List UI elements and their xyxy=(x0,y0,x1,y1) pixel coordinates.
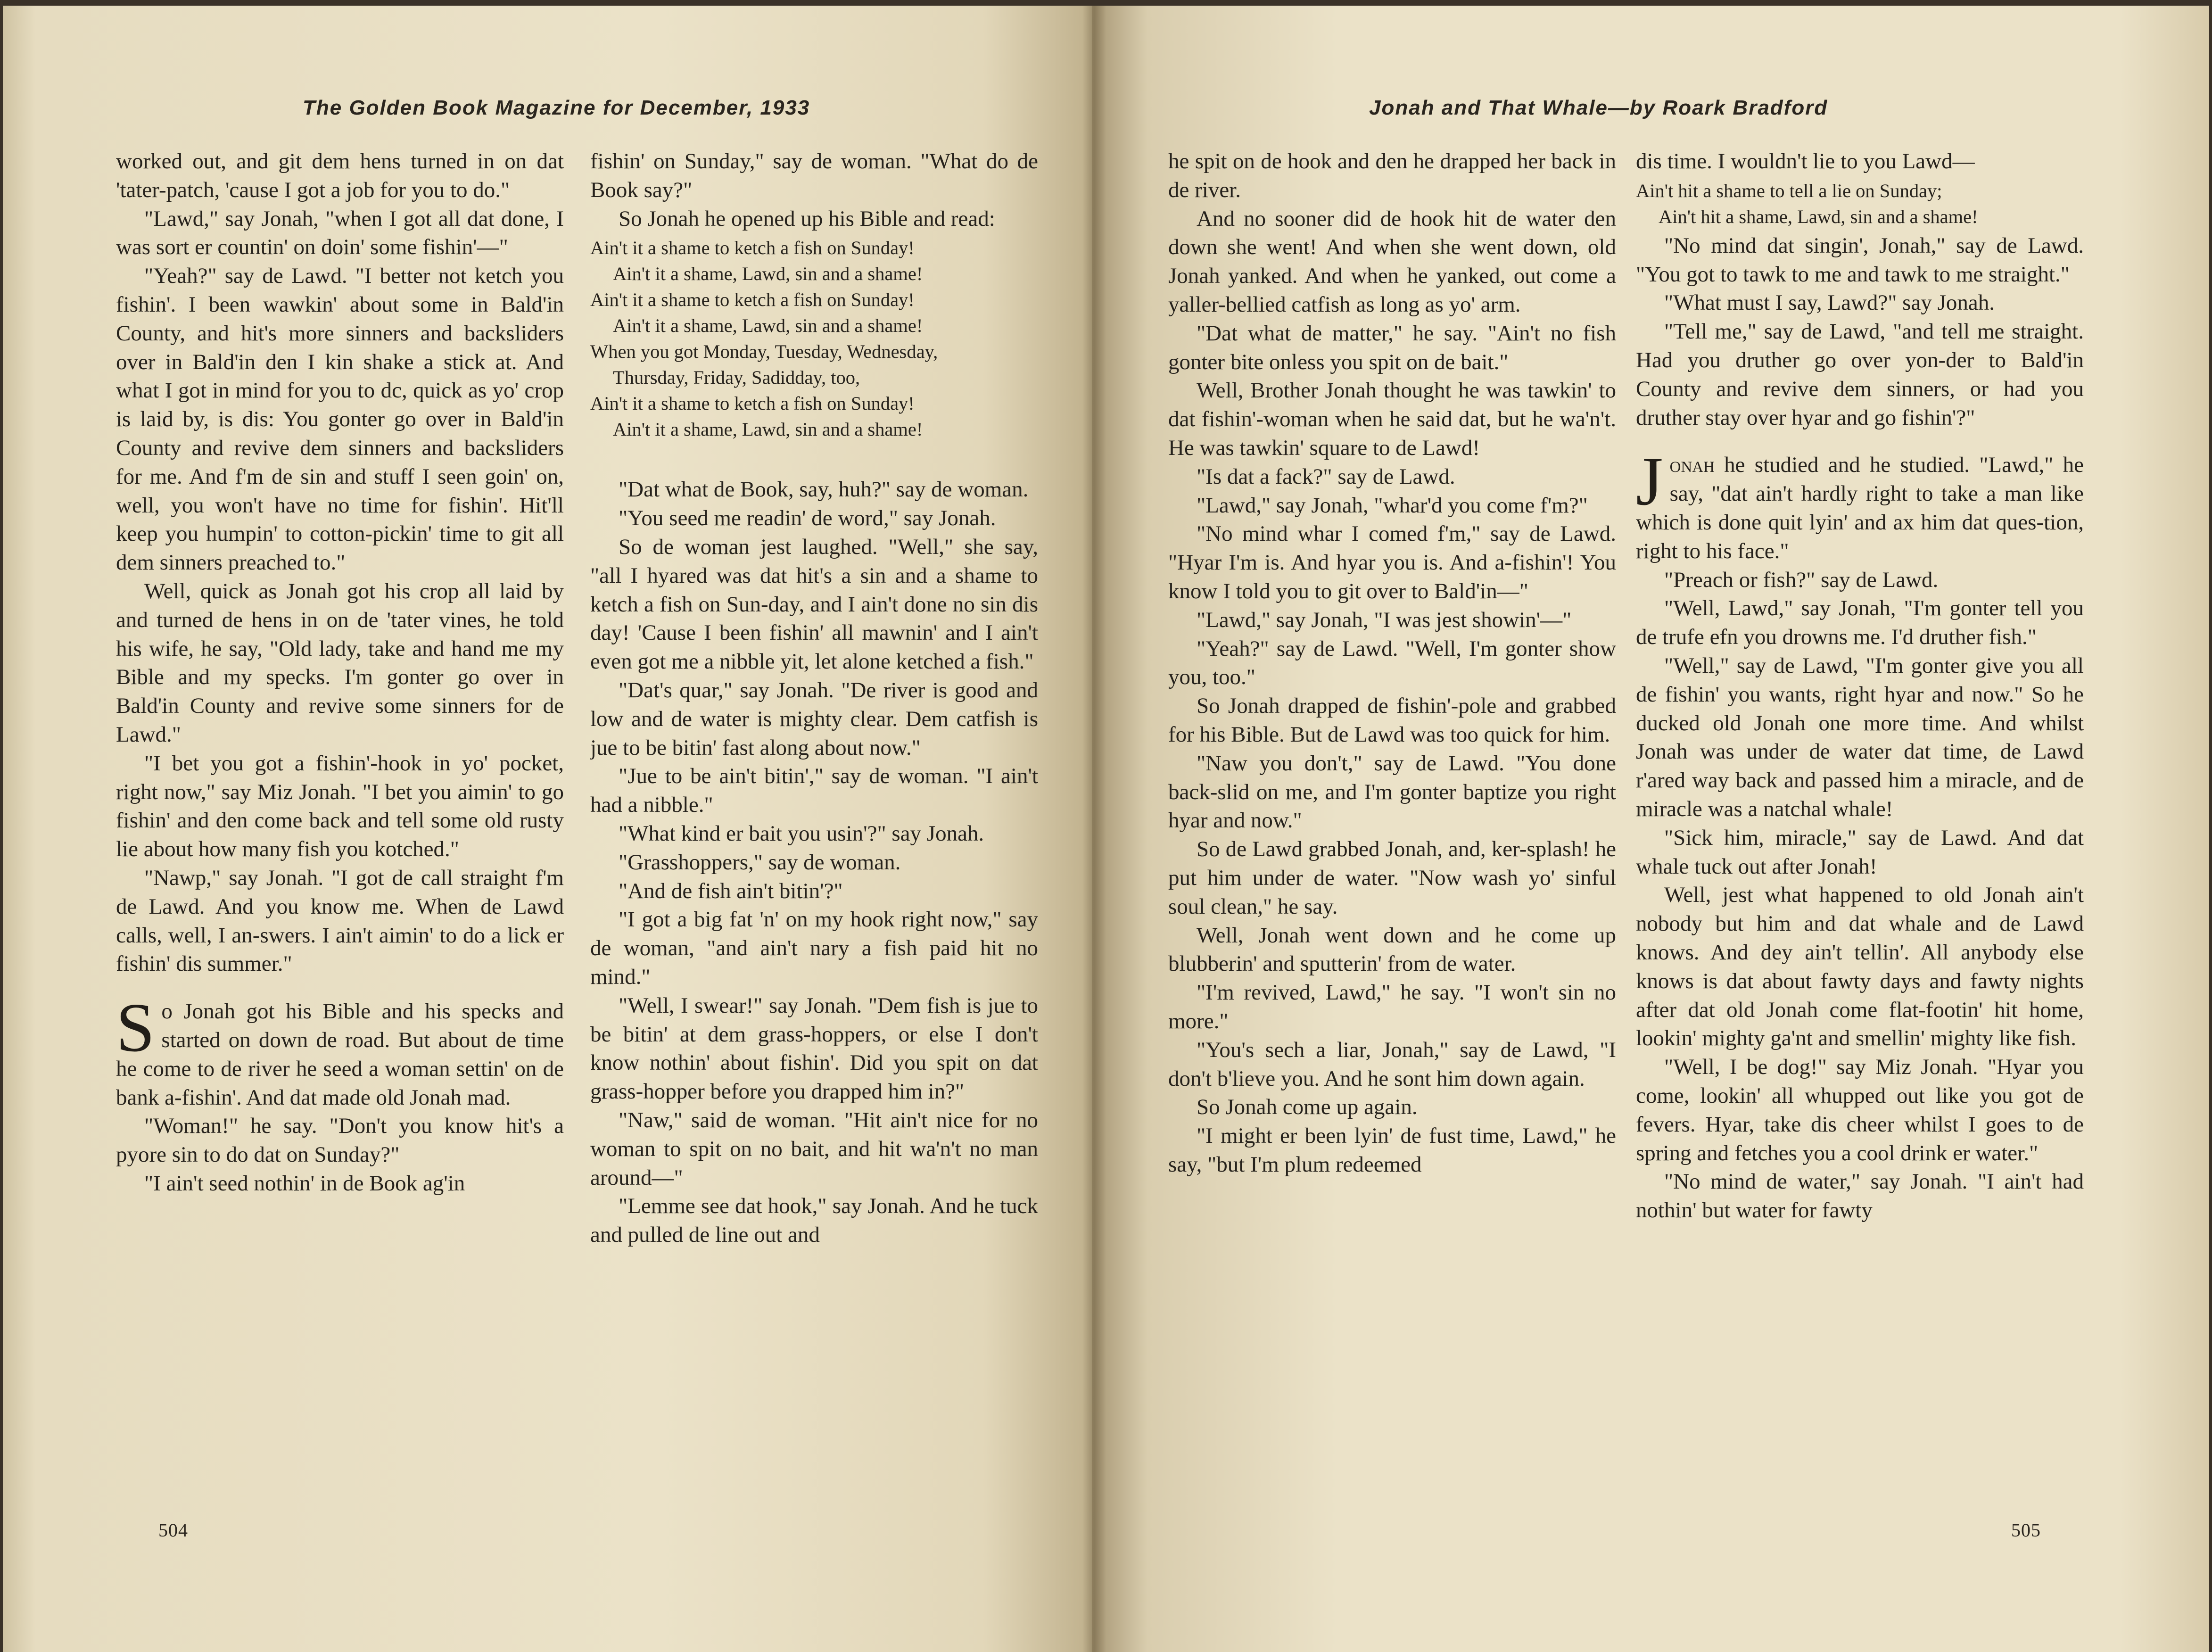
verse-line: Ain't it a shame to ketch a fish on Sunday! xyxy=(590,393,915,414)
paragraph: "You seed me readin' de word," say Jonah. xyxy=(619,506,996,531)
drop-cap: S xyxy=(116,989,155,1067)
right-column-1 xyxy=(1168,147,1616,1505)
paragraph: "Lawd," say Jonah, "whar'd you come f'm?" xyxy=(1197,493,1588,518)
paragraph: So Jonah come up again. xyxy=(1197,1095,1418,1120)
paragraph: So Jonah drapped de fishin'-pole and grabbed for his Bible. But de Lawd was too quick for him. xyxy=(1168,694,1616,747)
paragraph: "Nawp," say Jonah. "I got de call straight f'm de Lawd. And you know me. When de Lawd calls, well, I an-swers. I ain't aimin' to do a lick er fishin' dis summer." xyxy=(116,865,564,976)
paragraph: "Well, I swear!" say Jonah. "Dem fish is jue to be bitin' at dem grass-hoppers, or else I don't know nothin' about fishin'. Did you spit on dat grass-hopper before you drapped him in?" xyxy=(590,993,1038,1104)
paragraph: "Yeah?" say de Lawd. "Well, I'm gonter show you, too." xyxy=(1168,636,1616,690)
verse-line: Ain't it a shame to ketch a fish on Sunday! xyxy=(590,289,915,311)
paragraph: "What kind er bait you usin'?" say Jonah. xyxy=(619,821,984,846)
paragraph: "Dat what de Book, say, huh?" say de woman. xyxy=(619,477,1029,502)
paragraph: So Jonah he opened up his Bible and read: xyxy=(619,206,995,231)
paragraph: "What must I say, Lawd?" say Jonah. xyxy=(1664,290,1995,315)
verse-line: When you got Monday, Tuesday, Wednesday, xyxy=(590,341,938,363)
paragraph: "Sick him, miracle," say de Lawd. And dat whale tuck out after Jonah! xyxy=(1636,825,2084,879)
left-column-2 xyxy=(590,147,1038,1505)
lead-in-smallcaps: onah xyxy=(1669,453,1715,478)
section-start-paragraph xyxy=(1636,443,2084,565)
verse-line: Ain't it a shame to ketch a fish on Sunday! xyxy=(590,237,915,259)
running-head-left: The Golden Book Magazine for December, 1933 xyxy=(303,96,810,119)
verse-line: Ain't it a shame, Lawd, sin and a shame! xyxy=(613,263,923,285)
paragraph: "Dat what de matter," he say. "Ain't no fish gonter bite onless you spit on de bait." xyxy=(1168,321,1616,374)
paragraph: "Grasshoppers," say de woman. xyxy=(619,850,901,875)
paragraph: "Naw," said de woman. "Hit ain't nice for no woman to spit on no bait, and hit wa'n't no man around—" xyxy=(590,1107,1038,1190)
verse-line: Thursday, Friday, Sadidday, too, xyxy=(613,367,860,388)
paragraph: "Dat's quar," say Jonah. "De river is good and low and de water is mighty clear. Dem catfish is jue to be bitin' fast along about now." xyxy=(590,677,1038,760)
paragraph: "Well, I be dog!" say Miz Jonah. "Hyar you come, lookin' all whupped out like you got de fevers. Hyar, take dis cheer whilst I goes to de spring and fetches you a cool drink er water." xyxy=(1636,1055,2084,1165)
paragraph: "I ain't seed nothin' in de Book ag'in xyxy=(144,1171,465,1196)
paragraph: "Yeah?" say de Lawd. "I better not ketch you fishin'. I been wawkin' about some in Bald'in County, and hit's more sinners and backsliders over in Bald'in den I kin shake a stick at. And what I got in mind for you to dc, quick as yo' crop is laid by, is dis: You gonter go over in Bald'in County and revive dem sinners and backsliders for me. And f'm de sin and stuff I seen goin' on, well, you won't have no time for fishin'. Hit'll keep you humpin' to cotton-pickin' time to git all dem sinners preached to." xyxy=(116,264,564,575)
paragraph: worked out, and git dem hens turned in on dat 'tater-patch, 'cause I got a job for you to do." xyxy=(116,149,564,202)
paragraph: "I might er been lyin' de fust time, Lawd," he say, "but I'm plum redeemed xyxy=(1168,1123,1616,1177)
paragraph: "Well, Lawd," say Jonah, "I'm gonter tell you de trufe efn you drowns me. I'd druther fish." xyxy=(1636,596,2084,650)
paragraph: So de woman jest laughed. "Well," she say, "all I hyared was dat hit's a sin and a shame to ketch a fish on Sun-day, and I ain't done no sin dis day! 'Cause I been fishin' all mawnin' and I ain't even got me a nibble yit, let alone ketched a fish." xyxy=(590,534,1038,674)
paragraph: fishin' on Sunday," say de woman. "What do de Book say?" xyxy=(590,149,1038,202)
paragraph: "No mind de water," say Jonah. "I ain't had nothin' but water for fawty xyxy=(1636,1169,2084,1223)
verse-line: Ain't it a shame, Lawd, sin and a shame! xyxy=(613,419,923,440)
paragraph: he spit on de hook and den he drapped her back in de river. xyxy=(1168,149,1616,202)
paragraph: Well, quick as Jonah got his crop all laid by and turned de hens in on de 'tater vines, he told his wife, he say, "Old lady, take and hand me my Bible and my specks. I'm gonter go over in Bald'in County and revive some sinners for de Lawd." xyxy=(116,578,564,747)
paragraph: "Lemme see dat hook," say Jonah. And he tuck and pulled de line out and xyxy=(590,1194,1038,1247)
running-head-right: Jonah and That Whale—by Roark Bradford xyxy=(1369,96,1828,119)
page-number-left: 504 xyxy=(158,1520,188,1541)
verse-line: Ain't hit a shame, Lawd, sin and a shame! xyxy=(1659,206,1978,227)
paragraph: Well, Brother Jonah thought he was tawkin' to dat fishin'-woman when he said dat, but he wa'n't. He was tawkin' square to de Lawd! xyxy=(1168,378,1616,460)
paragraph: Well, Jonah went down and he come up blubberin' and sputterin' from de water. xyxy=(1168,923,1616,976)
right-page xyxy=(1092,6,2209,1652)
paragraph: dis time. I wouldn't lie to you Lawd— xyxy=(1636,149,1975,173)
paragraph: "I bet you got a fishin'-hook in yo' pocket, right now," say Miz Jonah. "I bet you aimin' to go fishin' and den come back and tell some old rusty lie about how many fish you kotched." xyxy=(116,751,564,862)
right-column-2 xyxy=(1636,147,2084,1505)
paragraph-text: o Jonah got his Bible and his specks and started on down de road. But about de time he come to de river he seed a woman settin' on de bank a-fishin'. And dat made old Jonah mad. xyxy=(116,999,564,1110)
paragraph: "You's sech a liar, Jonah," say de Lawd, "I don't b'lieve you. And he sont him down again. xyxy=(1168,1037,1616,1091)
section-start-paragraph xyxy=(116,989,564,1112)
paragraph: "Lawd," say Jonah, "when I got all dat done, I was sort er countin' on doin' some fishin'—" xyxy=(116,206,564,260)
paragraph: "Tell me," say de Lawd, "and tell me straight. Had you druther go over yon-der to Bald'in County and revive dem sinners, or had you druther stay over hyar and go fishin'?" xyxy=(1636,319,2084,430)
paragraph: "And de fish ain't bitin'?" xyxy=(619,878,843,903)
paragraph: "No mind dat singin', Jonah," say de Lawd. "You got to tawk to me and tawk to me straight." xyxy=(1636,233,2084,287)
song-verse xyxy=(1636,178,2084,230)
paragraph: So de Lawd grabbed Jonah, and, ker-splash! he put him under de water. "Now wash yo' sinful soul clean," he say. xyxy=(1168,837,1616,919)
paragraph: "Is dat a fack?" say de Lawd. xyxy=(1197,464,1455,489)
paragraph-text: he studied and he studied. "Lawd," he say, "dat ain't hardly right to take a man like which is done quit lyin' and ax him dat ques-tion, right to his face." xyxy=(1636,453,2084,563)
verse-line: Ain't hit a shame to tell a lie on Sunday; xyxy=(1636,180,1942,201)
paragraph: "Well," say de Lawd, "I'm gonter give you all de fishin' you wants, right hyar and now." So he ducked old Jonah one more time. And whilst Jonah was under de water dat time, de Lawd r'ared way back and passed him a miracle, and de miracle was a natchal whale! xyxy=(1636,653,2084,821)
drop-cap: J xyxy=(1636,443,1663,520)
left-page xyxy=(3,6,1092,1652)
paragraph: "No mind whar I comed f'm," say de Lawd. "Hyar I'm is. And hyar you is. And a-fishin'! You know I told you to git over to Bald'in—" xyxy=(1168,521,1616,603)
paragraph: And no sooner did de hook hit de water den down she went! And when she went down, old Jonah yanked. And when he yanked, out come a yaller-bellied catfish as long as yo' arm. xyxy=(1168,206,1616,317)
song-verse xyxy=(590,235,1038,442)
paragraph: "Woman!" he say. "Don't you know hit's a pyore sin to do dat on Sunday?" xyxy=(116,1114,564,1167)
paragraph: Well, jest what happened to old Jonah ain't nobody but him and dat whale and de Lawd knows. And dey ain't tellin'. All anybody else knows is dat about fawty days and fawty nights after dat old Jonah come flat-footin' hit home, lookin' mighty ga'nt and smellin' mighty like fish. xyxy=(1636,883,2084,1051)
page-number-right: 505 xyxy=(2011,1520,2041,1541)
paragraph: "I'm revived, Lawd," he say. "I won't sin no more." xyxy=(1168,980,1616,1033)
book-gutter xyxy=(1082,6,1106,1652)
paragraph: "Naw you don't," say de Lawd. "You done back-slid on me, and I'm gonter baptize you right hyar and now." xyxy=(1168,751,1616,833)
paragraph: "Jue to be ain't bitin'," say de woman. "I ain't had a nibble." xyxy=(590,764,1038,818)
left-column-1 xyxy=(116,147,564,1505)
paragraph: "Preach or fish?" say de Lawd. xyxy=(1664,567,1939,592)
verse-line: Ain't it a shame, Lawd, sin and a shame! xyxy=(613,315,923,337)
paragraph: "Lawd," say Jonah, "I was jest showin'—" xyxy=(1197,607,1572,632)
paragraph: "I got a big fat 'n' on my hook right now," say de woman, "and ain't nary a fish paid hit no mind." xyxy=(590,907,1038,989)
